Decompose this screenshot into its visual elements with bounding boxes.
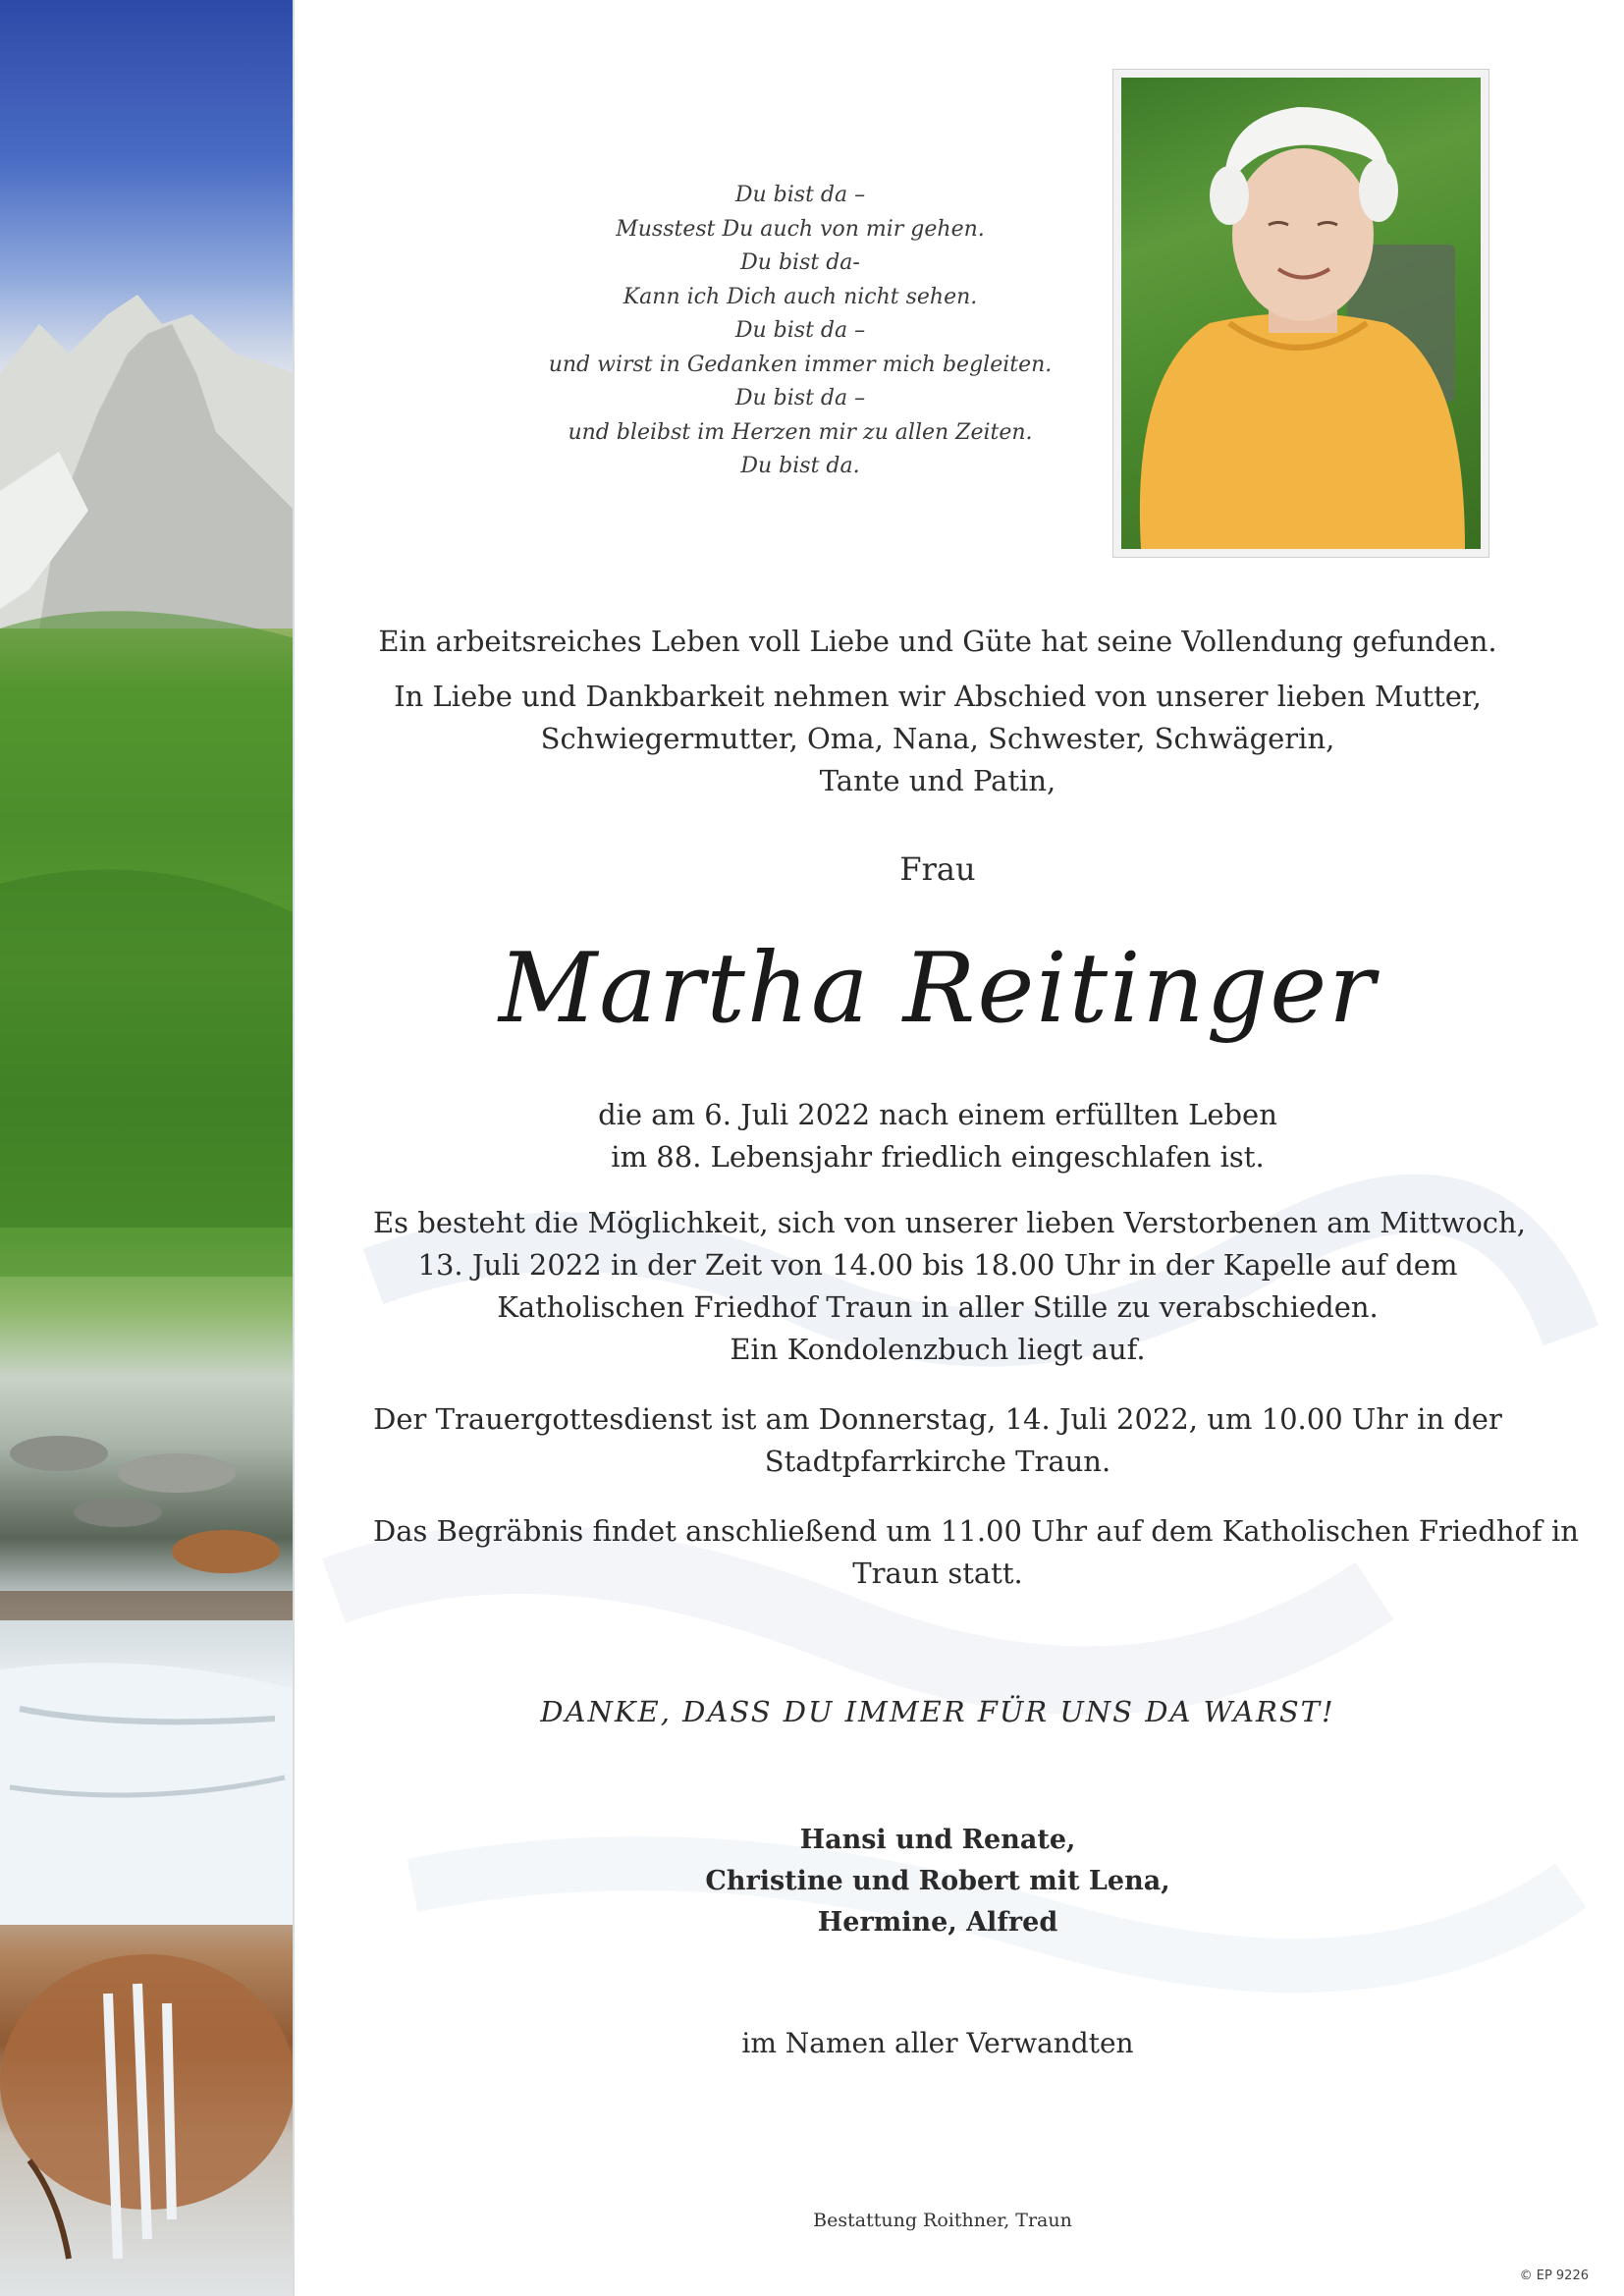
family-line: Hermine, Alfred bbox=[817, 1907, 1058, 1938]
death-line: die am 6. Juli 2022 nach einem erfüllten Leben bbox=[598, 1098, 1277, 1131]
poem-line: Musstest Du auch von mir gehen. bbox=[616, 216, 985, 242]
poem-line: Du bist da – bbox=[734, 318, 866, 343]
intro-line: Ein arbeitsreiches Leben voll Liebe und Güte hat seine Vollendung gefunden. bbox=[378, 625, 1497, 658]
poem-line: Du bist da – bbox=[734, 386, 866, 410]
service-line: Der Trauergottesdienst ist am Donnerstag, 14. Juli 2022, um 10.00 Uhr in der bbox=[373, 1402, 1502, 1436]
intro-line: Schwiegermutter, Oma, Nana, Schwester, Schwägerin, bbox=[540, 722, 1335, 755]
viewing-line: Ein Kondolenzbuch liegt auf. bbox=[730, 1333, 1146, 1366]
intro-line: Tante und Patin, bbox=[819, 764, 1056, 797]
service-line: Stadtpfarrkirche Traun. bbox=[764, 1445, 1111, 1478]
family-names bbox=[373, 1820, 1502, 1943]
poem-line: Du bist da. bbox=[740, 454, 860, 478]
undertaker: Bestattung Roithner, Traun bbox=[813, 2210, 1072, 2231]
viewing-info bbox=[373, 1202, 1526, 1371]
portrait-photo bbox=[1121, 78, 1481, 549]
portrait-frame bbox=[1112, 69, 1489, 558]
deceased-name: Martha Reitinger bbox=[498, 933, 1378, 1045]
burial-line: Traun statt. bbox=[852, 1557, 1023, 1590]
intro-text bbox=[373, 621, 1502, 802]
poem-line: Du bist da – bbox=[734, 183, 866, 207]
funeral-service-info bbox=[373, 1398, 1502, 1483]
poem-line: Kann ich Dich auch nicht sehen. bbox=[623, 284, 978, 309]
form-code: © EP 9226 bbox=[1519, 2269, 1589, 2283]
burial-info bbox=[373, 1510, 1579, 1595]
strip-divider bbox=[293, 0, 295, 2296]
viewing-line: Es besteht die Möglichkeit, sich von unserer lieben Verstorbenen am Mittwoch, bbox=[373, 1206, 1526, 1239]
poem-line: und wirst in Gedanken immer mich begleiten. bbox=[548, 352, 1053, 377]
death-line: im 88. Lebensjahr friedlich eingeschlafen ist. bbox=[611, 1140, 1265, 1174]
landscape-strip-image bbox=[0, 0, 295, 2296]
viewing-line: Katholischen Friedhof Traun in aller Stille zu verabschieden. bbox=[497, 1290, 1379, 1324]
poem-line: und bleibst im Herzen mir zu allen Zeiten. bbox=[568, 419, 1033, 445]
viewing-line: 13. Juli 2022 in der Zeit von 14.00 bis 18.00 Uhr in der Kapelle auf dem bbox=[417, 1248, 1458, 1282]
poem-line: Du bist da- bbox=[740, 250, 860, 275]
salutation: Frau bbox=[899, 850, 976, 888]
family-line: Christine und Robert mit Lena, bbox=[705, 1866, 1170, 1896]
burial-line: Das Begräbnis findet anschließend um 11.00 Uhr auf dem Katholischen Friedhof in bbox=[373, 1514, 1579, 1548]
death-notice bbox=[373, 1094, 1502, 1178]
poem bbox=[511, 179, 1090, 484]
relatives-note: im Namen aller Verwandten bbox=[741, 2027, 1134, 2059]
thanks-message: DANKE, DASS DU IMMER FÜR UNS DA WARST! bbox=[540, 1695, 1335, 1728]
family-line: Hansi und Renate, bbox=[799, 1825, 1076, 1855]
intro-line: In Liebe und Dankbarkeit nehmen wir Abschied von unserer lieben Mutter, bbox=[394, 680, 1482, 713]
